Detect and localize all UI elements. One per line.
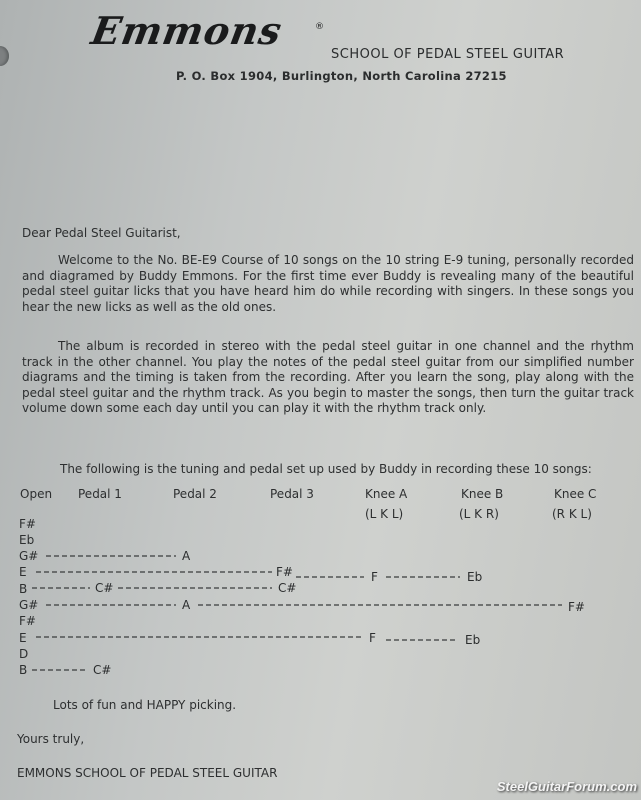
string-10: B [19, 663, 28, 677]
g2-kneec-fsharp: F# [568, 600, 585, 614]
e2-kneea-f: F [369, 631, 376, 645]
e2-kneeb-eb: Eb [465, 633, 481, 647]
string-9: D [19, 647, 29, 661]
col-open: Open [20, 487, 53, 501]
string-8: E [19, 631, 27, 645]
col-knee-c: Knee C [554, 487, 597, 501]
g2-pedal2-a: A [182, 598, 191, 612]
e1-kneeb-eb: Eb [467, 570, 483, 584]
address: P. O. Box 1904, Burlington, North Carolina 27215 [176, 69, 507, 83]
salutation: Dear Pedal Steel Guitarist, [22, 226, 181, 240]
e1-kneea-f: F [371, 570, 378, 584]
signoff: Yours truly, [17, 732, 85, 746]
b1-pedal3-csharp: C# [278, 581, 297, 595]
col-pedal-3: Pedal 3 [270, 487, 314, 501]
closing-line: Lots of fun and HAPPY picking. [53, 698, 237, 712]
paragraph-1: Welcome to the No. BE-E9 Course of 10 songs on the 10 string E-9 tuning, personally recorded and diagramed by Buddy Emmons. For the first time ever Buddy is revealing many of the beautiful pedal steel guitar licks that you have heard him do while recording with singers. In these songs you hear the new licks as well as the old ones. [22, 253, 634, 314]
paragraph-2: The album is recorded in stereo with the pedal steel guitar in one channel and the rhythm track in the other channel. You play the notes of the pedal steel guitar from our simplified number diagrams and the timing is taken from the recording. After you learn the song, play along with the pedal steel guitar and the rhythm track. As you begin to master the songs, then turn the guitar track volume down some each day until you can play it with the rhythm track only. [22, 339, 634, 415]
knee-b-sub: (L K R) [459, 507, 499, 521]
brand-logo: Emmons [88, 8, 286, 53]
g1-pedal2-a: A [182, 549, 191, 563]
forum-watermark: SteelGuitarForum.com [496, 779, 637, 794]
col-knee-b: Knee B [461, 487, 504, 501]
b1-pedal1-csharp: C# [95, 581, 114, 595]
signature: EMMONS SCHOOL OF PEDAL STEEL GUITAR [17, 766, 278, 780]
col-pedal-1: Pedal 1 [78, 487, 122, 501]
knee-c-sub: (R K L) [552, 507, 592, 521]
string-7: F# [19, 614, 36, 628]
string-1: F# [19, 517, 36, 531]
string-2: Eb [19, 533, 35, 547]
school-name: SCHOOL OF PEDAL STEEL GUITAR [331, 47, 565, 62]
tuning-intro: The following is the tuning and pedal set up used by Buddy in recording these 10 songs: [60, 462, 592, 476]
knee-a-sub: (L K L) [365, 507, 404, 521]
string-5: B [19, 582, 28, 596]
e1-pedal3-fsharp: F# [276, 565, 293, 579]
b2-pedal1-csharp: C# [93, 663, 112, 677]
string-3: G# [19, 549, 39, 563]
string-6: G# [19, 598, 39, 612]
col-knee-a: Knee A [365, 487, 408, 501]
string-4: E [19, 565, 27, 579]
col-pedal-2: Pedal 2 [173, 487, 217, 501]
registered-mark: ® [315, 22, 324, 32]
